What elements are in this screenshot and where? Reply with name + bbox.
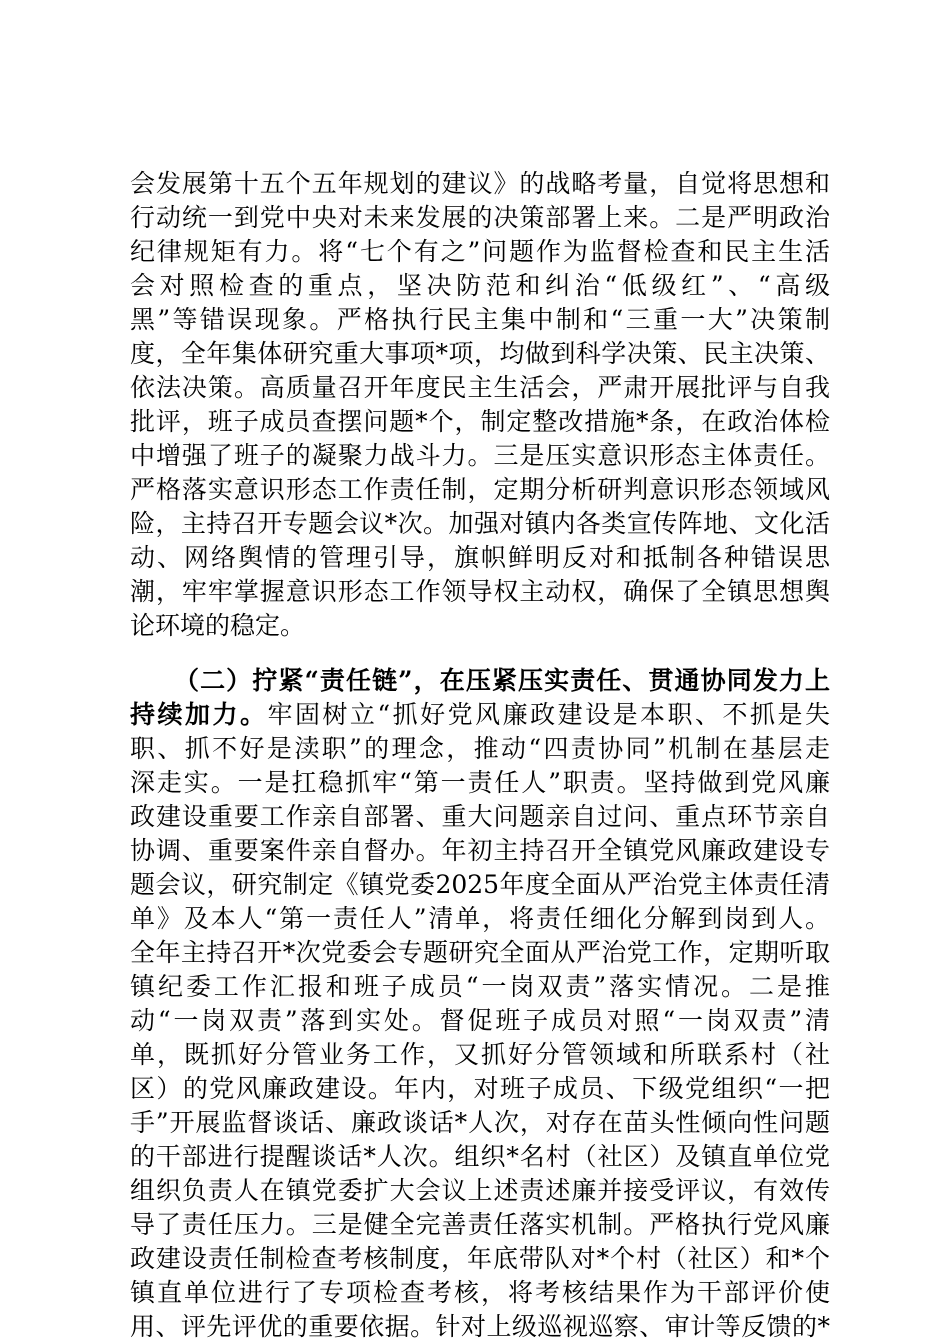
text-line: 险，主持召开专题会议*次。加强对镇内各类宣传阵地、文化活 [130,509,830,538]
text-line: 动、网络舆情的管理引导，旗帜鲜明反对和抵制各种错误思 [130,543,830,572]
text-line: 区）的党风廉政建设。年内，对班子成员、下级党组织“一把 [130,1074,830,1103]
text-line: 组织负责人在镇党委扩大会议上述责述廉并接受评议，有效传 [130,1176,830,1205]
text-line: 导了责任压力。三是健全完善责任落实机制。严格执行党风廉 [130,1210,830,1239]
text-line: 的干部进行提醒谈话*人次。组织*名村（社区）及镇直单位党 [130,1142,830,1171]
text-line: 单》及本人“第一责任人”清单，将责任细化分解到岗到人。 [130,904,830,933]
text-line: 严格落实意识形态工作责任制，定期分析研判意识形态领域风 [130,475,830,504]
text-line: 政建设责任制检查考核制度，年底带队对*个村（社区）和*个 [130,1244,830,1273]
section-heading-tail: 持续加力。 [130,700,268,729]
text-line: 行动统一到党中央对未来发展的决策部署上来。二是严明政治 [130,203,830,232]
text-line: 全年主持召开*次党委会专题研究全面从严治党工作，定期听取 [130,938,830,967]
text-line: 题会议，研究制定《镇党委2025年度全面从严治党主体责任清 [130,870,830,899]
text-line: 动“一岗双责”落到实处。督促班子成员对照“一岗双责”清 [130,1006,830,1035]
text-line [130,698,830,732]
text-line: 协调、重要案件亲自督办。年初主持召开全镇党风廉政建设专 [130,836,830,865]
text-line: 潮，牢牢掌握意识形态工作领导权主动权，确保了全镇思想舆 [130,577,830,606]
text-line: 手”开展监督谈话、廉政谈话*人次，对存在苗头性倾向性问题 [130,1108,830,1137]
text-line: 单，既抓好分管业务工作，又抓好分管领域和所联系村（社 [130,1040,830,1069]
text-line: 纪律规矩有力。将“七个有之”问题作为监督检查和民主生活 [130,237,830,266]
text-line: 职、抓不好是渎职”的理念，推动“四责协同”机制在基层走 [130,734,830,763]
text-line: 黑”等错误现象。严格执行民主集中制和“三重一大”决策制 [130,305,830,334]
text-line: 会发展第十五个五年规划的建议》的战略考量，自觉将思想和 [130,169,830,198]
text-line: 会对照检查的重点，坚决防范和纠治“低级红”、“高级 [130,271,830,300]
section-heading: （二）拧紧“责任链”，在压紧压实责任、贯通协同发力上 [174,666,830,695]
text-line: 用、评先评优的重要依据。针对上级巡视巡察、审计等反馈的* [130,1312,830,1341]
text-line: 批评，班子成员查摆问题*个，制定整改措施*条，在政治体检 [130,407,830,436]
text-line: 深走实。一是扛稳抓牢“第一责任人”职责。坚持做到党风廉 [130,768,830,797]
text-line: 政建设重要工作亲自部署、重大问题亲自过问、重点环节亲自 [130,802,830,831]
text-line: 中增强了班子的凝聚力战斗力。三是压实意识形态主体责任。 [130,441,830,470]
text-line: 依法决策。高质量召开年度民主生活会，严肃开展批评与自我 [130,373,830,402]
text-segment: 牢固树立“抓好党风廉政建设是本职、不抓是失 [267,700,830,729]
text-line: 镇纪委工作汇报和班子成员“一岗双责”落实情况。二是推 [130,972,830,1001]
text-line: 论环境的稳定。 [130,611,306,640]
text-line: 度，全年集体研究重大事项*项，均做到科学决策、民主决策、 [130,339,830,368]
text-line: 镇直单位进行了专项检查考核，将考核结果作为干部评价使 [130,1278,830,1307]
